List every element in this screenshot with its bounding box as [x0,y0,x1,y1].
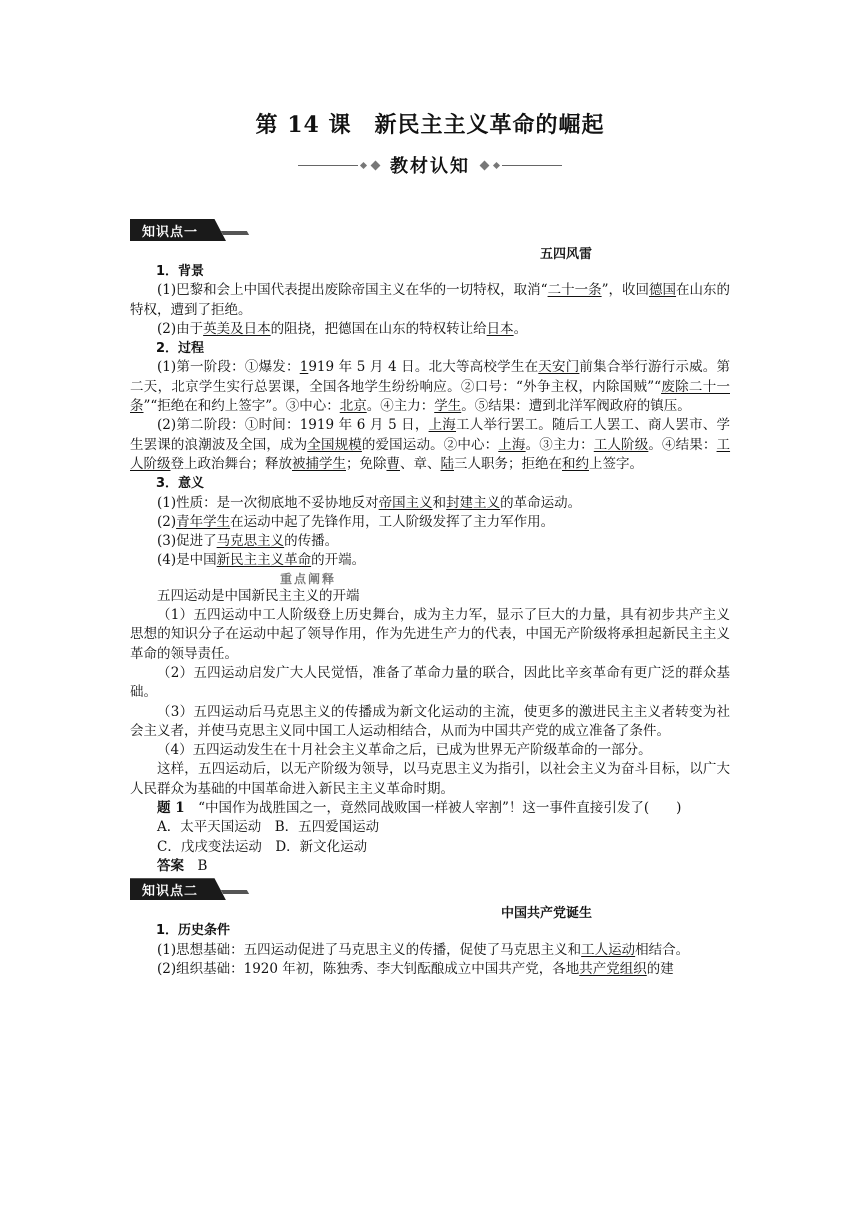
options-row: A．太平天国运动 B．五四爱国运动 [157,819,380,836]
paragraph: (2)组织基础：1920 年初，陈独秀、李大钊酝酿成立中国共产党，各地共产党组织的建 [157,960,674,977]
paragraph: (2)青年学生在运动中起了先锋作用，工人阶级发挥了主力军作用。 [157,513,555,530]
knowledge-point-tag [130,878,242,900]
section-heading: 五四风雷 [539,247,592,262]
explanation-paragraph: 这样，五四运动后，以无产阶级为领导，以马克思主义为指引，以社会主义为奋斗目标，以广大人民群众为基础的中国革命进入新民主主义革命时期。 [130,761,730,797]
explanation-paragraph: （3）五四运动后马克思主义的传播成为新文化运动的主流，使更多的激进民主主义者转变为社会主义者，并使马克思主义同中国工人运动相结合，从而为中国共产党的成立准备了条件。 [130,703,730,739]
paragraph: (4)是中国新民主主义革命的开端。 [157,552,366,569]
document-page [130,100,730,979]
diamond-icon [480,160,490,170]
section-heading: 中国共产党诞生 [500,906,592,922]
diamond-icon [371,160,381,170]
explanation-paragraph: （2）五四运动启发广大人民觉悟，准备了革命力量的联合，因此比辛亥革命有更广泛的群众基础。 [130,664,730,701]
paragraph: (2)由于英美及日本的阻挠，把德国在山东的特权转让给日本。 [157,320,528,337]
question-text: “中国作为战胜国之一，竟然同战败国一样被人宰割”！这一事件直接引发了( ) [184,800,682,817]
question-label: 题 1 [157,800,185,817]
answer-value: B [197,857,208,874]
subheading-background: 1．背景 [156,264,205,279]
paragraph: (1)思想基础：五四运动促进了马克思主义的传播，促使了马克思主义和工人运动相结合。 [157,941,690,958]
paragraph: (1)第一阶段：①爆发：1919 年 5 月 4 日。北大等高校学生在天安门前集合举行游行示威。第二天，北京学生实行总罢课，全国各地学生纷纷响应。②口号：“外争主权，内除国贼”“废除二十一条”“拒绝在和约上签字”。③中心：北京。④主力：学生。⑤结果：遭到北洋军阀政府的镇压。 [130,359,731,415]
key-points-label: 重点阐释 [280,571,337,586]
explanation-paragraph: （4）五四运动发生在十月社会主义革命之后，已成为世界无产阶级革命的一部分。 [157,742,652,759]
lesson-title: 第 14 课 新民主主义革命的崛起 [255,112,605,138]
question [130,799,730,818]
subheading-conditions: 1．历史条件 [156,923,231,939]
banner-rule-right [502,165,562,166]
knowledge-point-label: 知识点一 [142,225,199,240]
paragraph: (3)促进了马克思主义的传播。 [157,533,339,550]
explanation-paragraph: （1）五四运动中工人阶级登上历史舞台，成为主力军，显示了巨大的力量，具有初步共产主义思想的知识分子在运动中起了领导作用，作为先进生产力的代表，中国无产阶级将承担起新民主主义革命的领导责任。 [130,607,730,662]
explanation-title: 五四运动是中国新民主主义的开端 [157,587,360,604]
knowledge-point-label: 知识点二 [142,884,199,900]
diamond-icon [360,161,367,168]
subheading-process: 2．过程 [156,341,205,357]
diamond-icon [493,161,500,168]
options-row: C．戊戌变法运动 D．新文化运动 [157,838,368,855]
answer [130,857,730,876]
paragraph: (1)巴黎和会上中国代表提出废除帝国主义在华的一切特权，取消“二十一条”，收回德国在山东的特权，遭到了拒绝。 [130,282,731,318]
subheading-meaning: 3．意义 [156,476,205,492]
answer-label: 答案 [157,857,184,874]
banner-text: 教材认知 [390,156,470,177]
paragraph: (1)性质：是一次彻底地不妥协地反对帝国主义和封建主义的革命运动。 [157,494,582,511]
paragraph: (2)第二阶段：①时间：1919 年 6 月 5 日，上海工人举行罢工。随后工人罢工、商人罢市、学生罢课的浪潮波及全国，成为全国规模的爱国运动。②中心：上海。③主力：工人阶级。④结果：工人阶级登上政治舞台；释放被捕学生；免除曹、章、陆三人职务；拒绝在和约上签字。 [130,417,731,472]
banner-rule-left [298,165,358,166]
section-banner [130,151,730,179]
knowledge-point-tag [130,219,242,241]
